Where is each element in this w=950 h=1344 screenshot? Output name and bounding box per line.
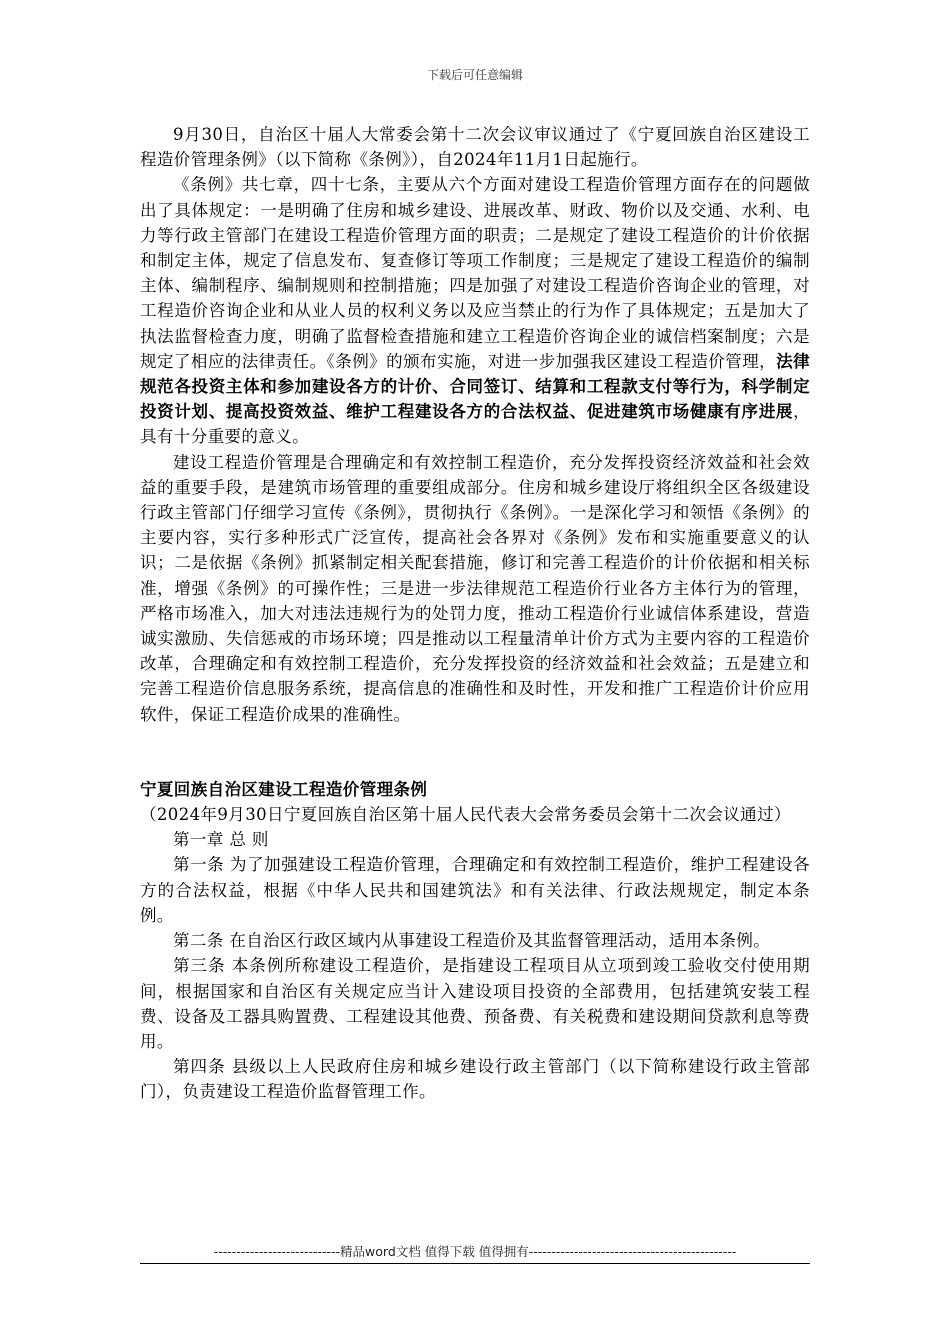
- page-footer: ----------------------------精品word文档 值得下载 值得拥有----------------------------------------------: [213, 1244, 737, 1259]
- section-spacer: [140, 727, 810, 777]
- article-2: 第二条 在自治区行政区域内从事建设工程造价及其监督管理活动，适用本条例。: [173, 931, 771, 951]
- footer-divider: [140, 1263, 810, 1264]
- article-3: 第三条 本条例所称建设工程造价，是指建设工程项目从立项到竣工验收交付使用期间，根据国家和自治区有关规定应当计入建设项目投资的全部费用，包括建筑安装工程费、设备及工器具购置费、工程建设其他费、预备费、有关税费和建设期间贷款利息等费用。: [140, 956, 810, 1051]
- intro-paragraph-2-end: ，具有十分重要的意义。: [140, 402, 810, 447]
- intro-paragraph-2-bold: 法律规范各投资主体和参加建设各方的计价、合同签订、结算和工程款支付等行为，科学制定投资计划、提高投资效益、维护工程建设各方的合法权益、促进建筑市场健康有序进展: [140, 351, 810, 422]
- article-1: 第一条 为了加强建设工程造价管理，合理确定和有效控制工程造价，维护工程建设各方的合法权益，根据《中华人民共和国建筑法》和有关法律、行政法规规定，制定本条例。: [140, 855, 810, 925]
- regulation-title: 宁夏回族自治区建设工程造价管理条例: [140, 779, 428, 799]
- chapter-heading: 第一章 总 则: [173, 830, 269, 850]
- intro-paragraph-2: [140, 172, 810, 449]
- intro-paragraph-1: 9月30日，自治区十届人大常委会第十二次会议审议通过了《宁夏回族自治区建设工程造价管理条例》（以下简称《条例》），自2024年11月1日起施行。: [140, 125, 810, 170]
- page-header: 下载后可任意编辑: [426, 68, 523, 82]
- intro-paragraph-3: 建设工程造价管理是合理确定和有效控制工程造价，充分发挥投资经济效益和社会效益的重要手段，是建筑市场管理的重要组成部分。住房和城乡建设厅将组织全区各级建设行政主管部门仔细学习宣传《条例》，贯彻执行《条例》。一是深化学习和领悟《条例》的主要内容，实行多种形式广泛宣传，提高社会各界对《条例》发布和实施重要意义的认识；二是依据《条例》抓紧制定相关配套措施，修订和完善工程造价的计价依据和相关标准，增强《条例》的可操作性；三是进一步法律规范工程造价行业各方主体行为的管理，严格市场准入，加大对违法违规行为的处罚力度，推动工程造价行业诚信体系建设，营造诚实激励、失信惩戒的市场环境；四是推动以工程量清单计价方式为主要内容的工程造价改革，合理确定和有效控制工程造价，充分发挥投资的经济效益和社会效益；五是建立和完善工程造价信息服务系统，提高信息的准确性和及时性，开发和推广工程造价计价应用软件，保证工程造价成果的准确性。: [140, 452, 810, 724]
- article-4: 第四条 县级以上人民政府住房和城乡建设行政主管部门（以下简称建设行政主管部门），负责建设工程造价监督管理工作。: [140, 1057, 810, 1102]
- document-body: [140, 122, 810, 1105]
- intro-paragraph-2-start: 《条例》共七章，四十七条，主要从六个方面对建设工程造价管理方面存在的问题做出了具体规定：一是明确了住房和城乡建设、进展改革、财政、物价以及交通、水利、电力等行政主管部门在建设工程造价管理方面的职责；二是规定了建设工程造价的计价依据和制定主体，规定了信息发布、复查修订等项工作制度；三是规定了建设工程造价的编制主体、编制程序、编制规则和控制措施；四是加强了对建设工程造价咨询企业的管理，对工程造价咨询企业和从业人员的权利义务以及应当禁止的行为作了具体规定；五是加大了执法监督检查力度，明确了监督检查措施和建立工程造价咨询企业的诚信档案制度；六是规定了相应的法律责任。《条例》的颁布实施，对进一步加强我区建设工程造价管理，: [140, 175, 810, 371]
- regulation-subtitle: （2024年9月30日宁夏回族自治区第十届人民代表大会常务委员会第十二次会议通过）: [140, 805, 791, 825]
